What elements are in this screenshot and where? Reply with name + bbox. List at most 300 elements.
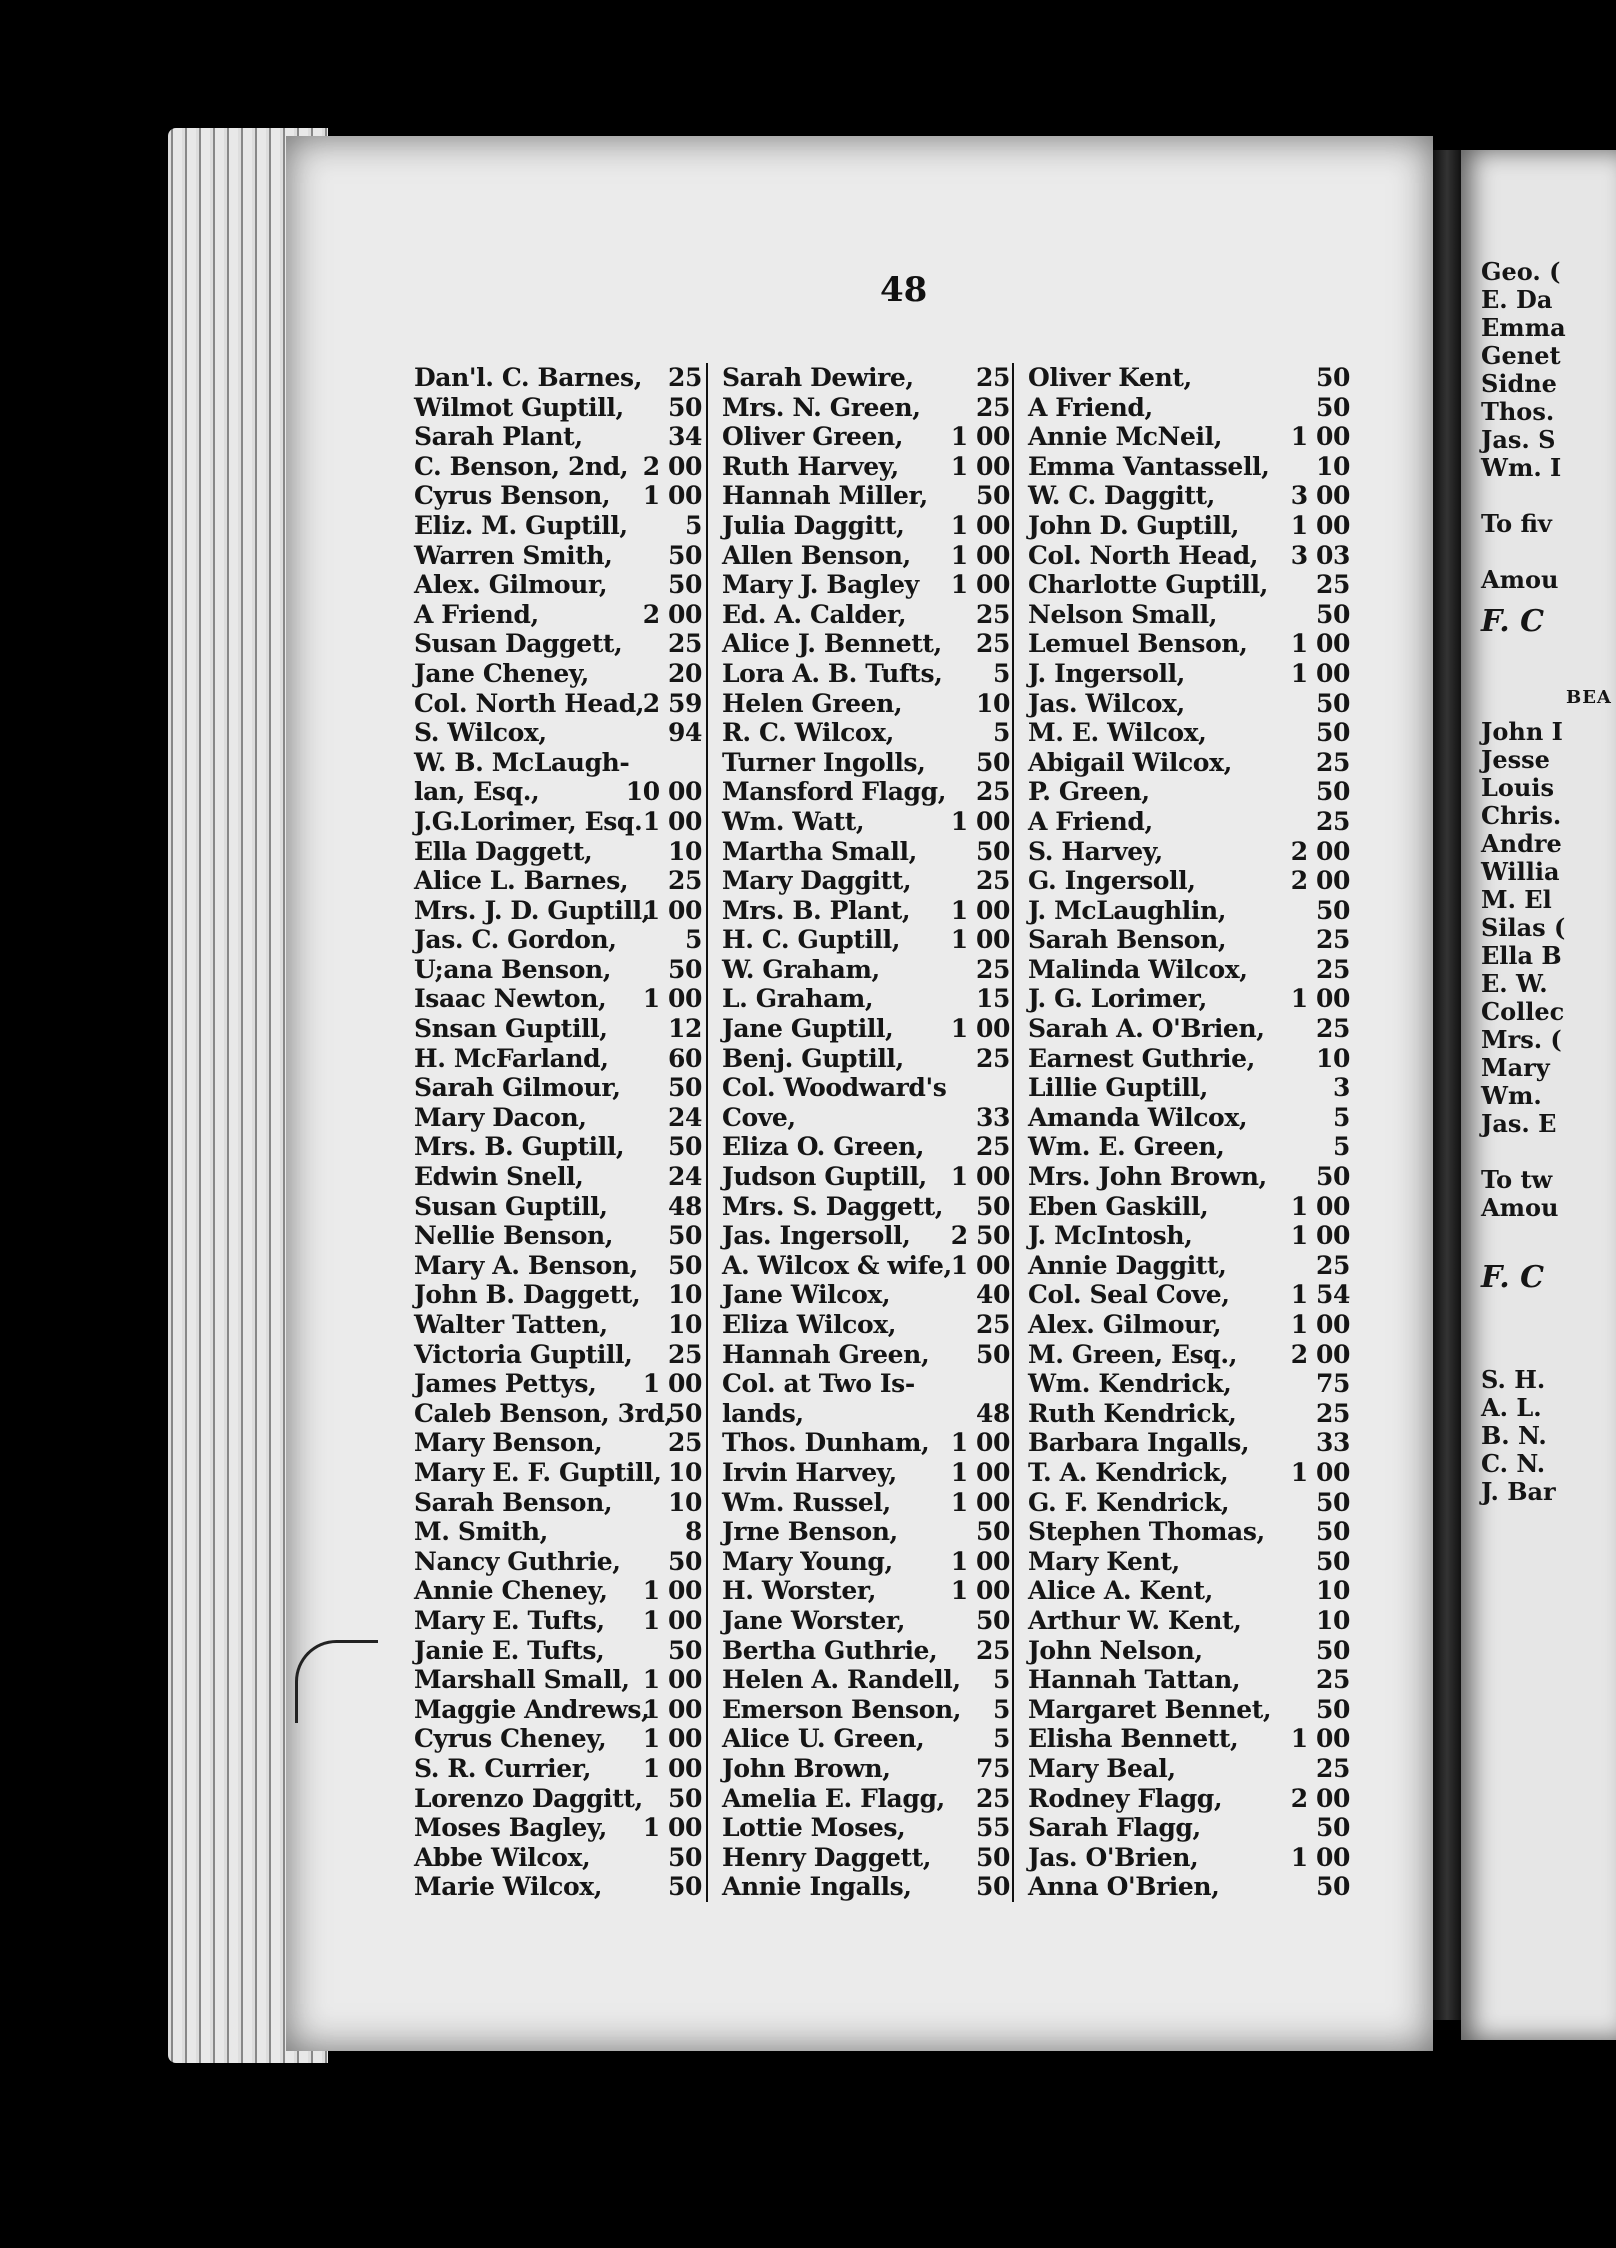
subscriber-amount: 1 00 <box>1290 1724 1350 1754</box>
subscriber-row <box>400 1192 706 1222</box>
subscriber-name: J. G. Lorimer, <box>1028 984 1207 1014</box>
subscriber-name: W. Graham, <box>722 954 880 984</box>
subscriber-name: Sarah Dewire, <box>722 363 914 392</box>
subscriber-amount: 50 <box>668 1872 702 1902</box>
subscriber-name: Nancy Guthrie, <box>414 1546 621 1576</box>
subscriber-name: Eliza O. Green, <box>722 1132 925 1162</box>
subscriber-amount: 20 <box>668 658 702 688</box>
subscriber-amount: 25 <box>976 599 1010 629</box>
subscriber-amount: 2 00 <box>1290 1339 1350 1369</box>
subscriber-amount: 50 <box>668 540 702 570</box>
subscriber-name: Marshall Small, <box>414 1665 630 1695</box>
subscriber-name: Annie Cheney, <box>414 1576 608 1606</box>
subscriber-row <box>400 866 706 896</box>
subscriber-row <box>1014 1103 1354 1133</box>
subscriber-amount: 1 00 <box>950 925 1010 955</box>
right-page-line: Louis <box>1481 773 1554 802</box>
subscriber-amount: 50 <box>668 392 702 422</box>
subscriber-row <box>708 1576 1014 1606</box>
subscriber-name: Jas. Wilcox, <box>1028 688 1185 718</box>
subscriber-row <box>1014 1517 1354 1547</box>
subscriber-name: Warren Smith, <box>414 540 613 570</box>
subscriber-row <box>400 1340 706 1370</box>
subscriber-row <box>708 866 1014 896</box>
subscriber-name: Lillie Guptill, <box>1028 1073 1208 1103</box>
subscriber-row <box>1014 777 1354 807</box>
subscriber-amount: 50 <box>1316 599 1350 629</box>
subscriber-amount: 25 <box>668 629 702 659</box>
subscriber-row <box>400 807 706 837</box>
subscriber-row <box>1014 600 1354 630</box>
subscriber-amount: 33 <box>1316 1428 1350 1458</box>
subscriber-amount: 10 <box>668 1487 702 1517</box>
subscriber-name: Jas. C. Gordon, <box>414 925 617 955</box>
right-to-five: To fiv <box>1481 509 1552 538</box>
subscriber-row <box>1014 1754 1354 1784</box>
right-page-line: Emma <box>1481 313 1566 342</box>
right-page-line: S. H. <box>1481 1365 1546 1394</box>
subscriber-amount: 50 <box>1316 1635 1350 1665</box>
subscriber-row <box>400 481 706 511</box>
subscriber-amount: 25 <box>976 866 1010 896</box>
subscriber-amount: 2 00 <box>1290 1783 1350 1813</box>
subscriber-row <box>708 955 1014 985</box>
subscriber-row <box>708 452 1014 482</box>
subscriber-amount: 25 <box>668 363 702 392</box>
subscriber-amount: 50 <box>668 1546 702 1576</box>
subscriber-row <box>1014 1458 1354 1488</box>
subscriber-name: Annie McNeil, <box>1028 422 1223 452</box>
subscriber-amount: 2 00 <box>1290 836 1350 866</box>
subscriber-amount: 50 <box>1316 718 1350 748</box>
subscriber-name: Mrs. J. D. Guptill, <box>414 895 650 925</box>
subscriber-row <box>1014 1547 1354 1577</box>
subscriber-amount: 25 <box>976 1635 1010 1665</box>
subscriber-name: Barbara Ingalls, <box>1028 1428 1250 1458</box>
right-small-heading: BEA <box>1566 687 1612 708</box>
subscriber-amount: 48 <box>976 1398 1010 1428</box>
subscriber-amount: 1 00 <box>642 481 702 511</box>
subscriber-row <box>1014 363 1354 393</box>
subscriber-row <box>400 393 706 423</box>
subscriber-amount: 50 <box>1316 392 1350 422</box>
subscriber-row <box>400 1872 706 1902</box>
subscriber-row <box>400 1754 706 1784</box>
subscriber-amount: 10 <box>668 1310 702 1339</box>
subscriber-name: Eben Gaskill, <box>1028 1191 1209 1221</box>
subscriber-row <box>1014 1014 1354 1044</box>
subscriber-row <box>708 1843 1014 1873</box>
column-2 <box>706 363 1014 1902</box>
subscriber-name: Caleb Benson, 3rd, <box>414 1398 673 1428</box>
subscriber-row <box>708 925 1014 955</box>
subscriber-row <box>1014 1843 1354 1873</box>
subscriber-name: Susan Guptill, <box>414 1191 608 1221</box>
subscriber-amount: 75 <box>976 1753 1010 1783</box>
subscriber-row <box>708 1369 1014 1399</box>
subscriber-row <box>708 748 1014 778</box>
subscriber-row <box>400 659 706 689</box>
subscriber-row <box>400 1073 706 1103</box>
subscriber-row <box>708 837 1014 867</box>
subscriber-amount: 25 <box>1316 806 1350 836</box>
subscriber-row <box>708 629 1014 659</box>
subscriber-amount: 50 <box>1316 1517 1350 1547</box>
subscriber-amount: 50 <box>1316 363 1350 392</box>
subscriber-amount: 1 00 <box>1290 1457 1350 1487</box>
subscriber-name: Marie Wilcox, <box>414 1872 603 1902</box>
subscriber-amount: 25 <box>1316 1014 1350 1044</box>
subscriber-amount: 48 <box>668 1191 702 1221</box>
subscriber-amount: 25 <box>976 392 1010 422</box>
subscriber-name: S. R. Currier, <box>414 1753 592 1783</box>
subscriber-row <box>400 1517 706 1547</box>
subscriber-name: M. E. Wilcox, <box>1028 718 1207 748</box>
subscriber-amount: 50 <box>976 481 1010 511</box>
subscriber-amount: 5 <box>1333 1102 1350 1132</box>
subscriber-name: Col. Woodward's <box>722 1073 947 1103</box>
right-page-line: Thos. <box>1481 397 1555 426</box>
subscriber-row <box>400 748 706 778</box>
subscriber-name: J. McIntosh, <box>1028 1221 1193 1251</box>
subscriber-name: Oliver Green, <box>722 422 904 452</box>
subscriber-row <box>400 1369 706 1399</box>
subscriber-amount: 12 <box>668 1014 702 1044</box>
subscriber-amount: 1 00 <box>950 1428 1010 1458</box>
subscriber-row <box>400 955 706 985</box>
right-page-line: Wm. I <box>1481 453 1562 482</box>
subscriber-name: S. Harvey, <box>1028 836 1163 866</box>
subscriber-name: Mary Dacon, <box>414 1102 587 1132</box>
subscriber-row <box>708 1132 1014 1162</box>
subscriber-row <box>708 422 1014 452</box>
subscriber-name: Amelia E. Flagg, <box>722 1783 945 1813</box>
book-spine <box>1433 150 1461 2020</box>
subscriber-row <box>1014 896 1354 926</box>
subscriber-amount: 15 <box>976 984 1010 1014</box>
subscriber-amount: 25 <box>1316 1250 1350 1280</box>
right-page-line: Sidne <box>1481 369 1557 398</box>
subscriber-row <box>708 511 1014 541</box>
right-page-line: Silas ( <box>1481 913 1566 942</box>
subscriber-row <box>708 1044 1014 1074</box>
subscriber-name: Mrs. N. Green, <box>722 392 921 422</box>
subscriber-amount: 50 <box>1316 895 1350 925</box>
subscriber-row <box>400 1044 706 1074</box>
subscriber-amount: 1 00 <box>950 1014 1010 1044</box>
subscriber-name: Mary Daggitt, <box>722 866 912 896</box>
subscriber-amount: 1 00 <box>642 1576 702 1606</box>
subscriber-amount: 5 <box>993 1724 1010 1754</box>
subscriber-name: A Friend, <box>414 599 539 629</box>
subscriber-amount: 50 <box>1316 1546 1350 1576</box>
subscriber-amount: 50 <box>1316 1694 1350 1724</box>
subscriber-amount: 5 <box>1333 1132 1350 1162</box>
right-page-line: Collec <box>1481 997 1565 1026</box>
subscriber-row <box>1014 837 1354 867</box>
subscriber-amount: 1 00 <box>950 510 1010 540</box>
subscriber-amount: 24 <box>668 1162 702 1192</box>
subscriber-name: M. Smith, <box>414 1517 548 1547</box>
subscriber-row <box>708 1221 1014 1251</box>
subscriber-row <box>1014 1132 1354 1162</box>
subscriber-name: Hannah Miller, <box>722 481 928 511</box>
subscriber-amount: 1 00 <box>1290 510 1350 540</box>
subscriber-row <box>708 1280 1014 1310</box>
subscriber-name: Ruth Kendrick, <box>1028 1398 1237 1428</box>
subscriber-amount: 10 <box>1316 1605 1350 1635</box>
subscriber-row <box>400 1014 706 1044</box>
subscriber-amount: 10 <box>668 1457 702 1487</box>
subscriber-amount: 25 <box>1316 1398 1350 1428</box>
subscriber-amount: 1 00 <box>642 806 702 836</box>
subscriber-row <box>708 1784 1014 1814</box>
subscriber-amount: 5 <box>993 718 1010 748</box>
subscriber-amount: 1 00 <box>950 422 1010 452</box>
subscriber-amount: 50 <box>976 1605 1010 1635</box>
subscriber-amount: 1 00 <box>950 1576 1010 1606</box>
subscriber-name: Bertha Guthrie, <box>722 1635 938 1665</box>
subscriber-row <box>708 1458 1014 1488</box>
subscriber-name: Mansford Flagg, <box>722 777 947 807</box>
subscriber-row <box>400 1724 706 1754</box>
subscriber-row <box>400 1162 706 1192</box>
subscriber-name: Jane Wilcox, <box>722 1280 891 1310</box>
subscriber-row <box>708 1488 1014 1518</box>
right-page-line: M. El <box>1481 885 1552 914</box>
subscriber-name: Elisha Bennett, <box>1028 1724 1239 1754</box>
subscriber-row <box>708 1340 1014 1370</box>
subscriber-row <box>400 600 706 630</box>
subscriber-row <box>1014 689 1354 719</box>
subscriber-amount: 25 <box>976 1043 1010 1073</box>
subscriber-amount: 1 00 <box>1290 422 1350 452</box>
subscriber-name: Janie E. Tufts, <box>414 1635 605 1665</box>
subscriber-amount: 1 00 <box>950 570 1010 600</box>
subscriber-amount: 25 <box>976 1132 1010 1162</box>
subscriber-name: Susan Daggett, <box>414 629 623 659</box>
subscriber-row <box>1014 452 1354 482</box>
subscriber-amount: 25 <box>1316 954 1350 984</box>
right-page-line: E. W. <box>1481 969 1548 998</box>
subscriber-row <box>400 452 706 482</box>
subscriber-row <box>1014 629 1354 659</box>
subscriber-amount: 34 <box>668 422 702 452</box>
subscriber-row <box>708 570 1014 600</box>
subscriber-row <box>708 1073 1014 1103</box>
subscriber-amount: 25 <box>668 1339 702 1369</box>
right-page-line: Willia <box>1481 857 1560 886</box>
subscriber-name: Jrne Benson, <box>722 1517 898 1547</box>
subscriber-name: Jane Cheney, <box>414 658 589 688</box>
subscriber-row <box>1014 1606 1354 1636</box>
subscriber-name: Lora A. B. Tufts, <box>722 658 943 688</box>
subscriber-name: T. A. Kendrick, <box>1028 1457 1229 1487</box>
subscriber-name: S. Wilcox, <box>414 718 547 748</box>
subscriber-row <box>708 1192 1014 1222</box>
subscriber-amount: 50 <box>976 1517 1010 1547</box>
subscriber-amount: 10 <box>668 1280 702 1310</box>
subscriber-row <box>708 1547 1014 1577</box>
subscriber-amount: 2 50 <box>950 1221 1010 1251</box>
subscriber-name: Helen A. Randell, <box>722 1665 961 1695</box>
subscriber-amount: 1 00 <box>950 451 1010 481</box>
subscriber-amount: 50 <box>668 570 702 600</box>
subscriber-amount: 1 00 <box>950 1162 1010 1192</box>
subscriber-amount: 3 00 <box>1290 481 1350 511</box>
subscriber-name: Moses Bagley, <box>414 1813 607 1843</box>
subscriber-name: Emma Vantassell, <box>1028 451 1270 481</box>
subscriber-row <box>1014 1221 1354 1251</box>
subscriber-name: Annie Daggitt, <box>1028 1250 1227 1280</box>
subscriber-row <box>1014 925 1354 955</box>
subscriber-row <box>1014 718 1354 748</box>
subscriber-row <box>1014 1399 1354 1429</box>
subscriber-amount: 50 <box>976 747 1010 777</box>
subscriber-name: Col. at Two Is- <box>722 1369 915 1399</box>
subscriber-row <box>400 422 706 452</box>
right-page-line: Ella B <box>1481 941 1562 970</box>
subscriber-name: Sarah Gilmour, <box>414 1073 621 1103</box>
subscriber-name: R. C. Wilcox, <box>722 718 894 748</box>
subscriber-amount: 2 59 <box>642 688 702 718</box>
subscriber-row <box>1014 511 1354 541</box>
subscriber-row <box>400 984 706 1014</box>
subscriber-name: Ella Daggett, <box>414 836 593 866</box>
subscriber-amount: 50 <box>668 1073 702 1103</box>
subscriber-row <box>1014 481 1354 511</box>
subscriber-name: lands, <box>722 1398 804 1428</box>
subscriber-name: Dan'l. C. Barnes, <box>414 363 643 392</box>
subscriber-row <box>400 777 706 807</box>
subscriber-name: Mary Benson, <box>414 1428 603 1458</box>
right-page-line: Genet <box>1481 341 1561 370</box>
subscriber-row <box>708 1724 1014 1754</box>
subscriber-row <box>708 659 1014 689</box>
right-page-line: Andre <box>1481 829 1562 858</box>
subscriber-name: Earnest Guthrie, <box>1028 1043 1255 1073</box>
subscriber-row <box>1014 1251 1354 1281</box>
subscriber-amount: 1 00 <box>1290 1842 1350 1872</box>
subscriber-row <box>708 600 1014 630</box>
subscriber-amount: 50 <box>1316 1813 1350 1843</box>
subscriber-row <box>1014 541 1354 571</box>
subscriber-amount: 2 00 <box>1290 866 1350 896</box>
right-block-2 <box>1461 718 1616 1138</box>
subscriber-amount: 2 00 <box>642 599 702 629</box>
subscriber-name: Sarah Benson, <box>414 1487 613 1517</box>
subscriber-name: Benj. Guptill, <box>722 1043 904 1073</box>
subscriber-name: John Brown, <box>722 1753 891 1783</box>
subscriber-name: C. Benson, 2nd, <box>414 451 629 481</box>
subscriber-name: Wm. Kendrick, <box>1028 1369 1232 1399</box>
subscriber-name: Arthur W. Kent, <box>1028 1605 1242 1635</box>
pencil-mark <box>295 1640 378 1723</box>
subscriber-row <box>708 896 1014 926</box>
subscriber-row <box>400 1547 706 1577</box>
subscriber-amount: 25 <box>976 363 1010 392</box>
subscriber-name: Nellie Benson, <box>414 1221 614 1251</box>
subscriber-name: Mary Kent, <box>1028 1546 1180 1576</box>
subscriber-amount: 25 <box>1316 925 1350 955</box>
subscriber-amount: 25 <box>976 777 1010 807</box>
subscriber-name: Cyrus Cheney, <box>414 1724 607 1754</box>
subscriber-name: Col. Seal Cove, <box>1028 1280 1230 1310</box>
subscriber-row <box>400 1784 706 1814</box>
subscriber-row <box>1014 422 1354 452</box>
subscriber-amount: 50 <box>1316 1162 1350 1192</box>
subscriber-name: Mary A. Benson, <box>414 1250 638 1280</box>
right-amount-1: Amou <box>1481 565 1559 594</box>
subscriber-amount: 5 <box>993 1665 1010 1695</box>
subscriber-name: Thos. Dunham, <box>722 1428 930 1458</box>
subscriber-name: Jas. Ingersoll, <box>722 1221 911 1251</box>
subscriber-row <box>708 689 1014 719</box>
subscriber-amount: 25 <box>1316 1753 1350 1783</box>
subscriber-amount: 50 <box>976 1339 1010 1369</box>
subscriber-name: M. Green, Esq., <box>1028 1339 1238 1369</box>
subscriber-name: L. Graham, <box>722 984 874 1014</box>
subscriber-amount: 50 <box>976 836 1010 866</box>
subscriber-row <box>708 1399 1014 1429</box>
subscriber-row <box>1014 1310 1354 1340</box>
subscriber-amount: 25 <box>668 866 702 896</box>
right-page-line: Jesse <box>1481 745 1550 774</box>
subscriber-row <box>708 807 1014 837</box>
subscriber-amount: 25 <box>1316 747 1350 777</box>
subscriber-name: Mary E. Tufts, <box>414 1605 605 1635</box>
subscriber-name: Stephen Thomas, <box>1028 1517 1265 1547</box>
subscriber-amount: 1 00 <box>950 895 1010 925</box>
subscriber-amount: 2 00 <box>642 451 702 481</box>
subscriber-amount: 1 00 <box>642 984 702 1014</box>
right-page-line: Jas. E <box>1481 1109 1557 1138</box>
subscriber-name: Alex. Gilmour, <box>414 570 608 600</box>
subscriber-amount: 25 <box>668 1428 702 1458</box>
subscriber-name: Malinda Wilcox, <box>1028 954 1248 984</box>
subscriber-amount: 1 00 <box>950 806 1010 836</box>
subscriber-amount: 1 54 <box>1290 1280 1350 1310</box>
subscriber-name: John B. Daggett, <box>414 1280 641 1310</box>
subscriber-amount: 1 00 <box>642 895 702 925</box>
subscriber-row <box>400 896 706 926</box>
subscriber-amount: 33 <box>976 1102 1010 1132</box>
subscriber-name: Col. North Head, <box>414 688 645 718</box>
subscriber-amount: 1 00 <box>1290 1310 1350 1339</box>
subscriber-name: A. Wilcox & wife, <box>722 1250 952 1280</box>
right-block-3 <box>1461 1366 1616 1506</box>
subscriber-amount: 1 00 <box>950 1457 1010 1487</box>
subscriber-name: Amanda Wilcox, <box>1028 1102 1248 1132</box>
subscriber-name: A Friend, <box>1028 392 1153 422</box>
subscriber-row <box>1014 1872 1354 1902</box>
subscriber-row <box>400 1132 706 1162</box>
subscriber-amount: 50 <box>1316 1487 1350 1517</box>
subscriber-amount: 1 00 <box>1290 984 1350 1014</box>
subscriber-row <box>708 363 1014 393</box>
subscriber-amount: 10 <box>976 688 1010 718</box>
subscriber-name: Lemuel Benson, <box>1028 629 1248 659</box>
subscriber-name: J.G.Lorimer, Esq. <box>414 806 643 836</box>
subscriber-name: Hannah Green, <box>722 1339 930 1369</box>
subscriber-name: lan, Esq., <box>414 777 540 807</box>
subscriber-amount: 1 00 <box>1290 658 1350 688</box>
right-heading-2: F. C <box>1481 1260 1545 1295</box>
subscriber-name: Jane Guptill, <box>722 1014 894 1044</box>
subscriber-row <box>400 1280 706 1310</box>
right-page <box>1461 150 1616 2040</box>
subscriber-amount: 1 00 <box>642 1369 702 1399</box>
